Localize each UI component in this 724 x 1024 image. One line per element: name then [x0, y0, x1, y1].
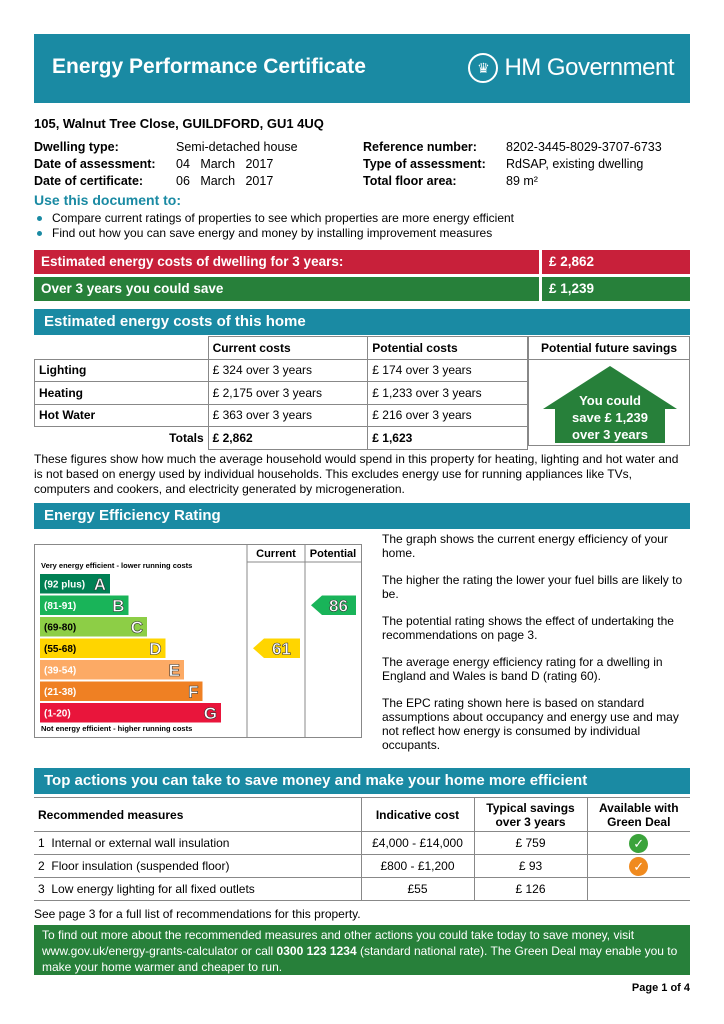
meta-right [363, 139, 662, 190]
table-row: Hot Water £ 363 over 3 years £ 216 over 3 years [35, 404, 528, 427]
meta-key: Total floor area: [363, 174, 457, 188]
band-range: (81-91) [44, 601, 77, 612]
bullet-icon [37, 231, 42, 236]
table-row: 1 Internal or external wall insulation £4,000 - £14,000 £ 759 ✓ [34, 832, 690, 855]
list-item: Compare current ratings of properties to see which properties are more energy efficient [34, 211, 514, 226]
band-letter: B [112, 596, 125, 616]
meta-key: Type of assessment: [363, 157, 486, 171]
meta-value: Semi-detached house [176, 140, 298, 154]
column-header: Current costs [208, 337, 368, 360]
paragraph: The potential rating shows the effect of undertaking the recommendations on page 3. [382, 614, 674, 642]
meta-value: 8202-3445-8029-3707-6733 [506, 140, 662, 154]
bottom-note: Not energy efficient - higher running costs [41, 724, 193, 733]
meta-key: Date of assessment: [34, 157, 156, 171]
arrow-text: You could [579, 393, 641, 408]
paragraph: The graph shows the current energy efficiency of your home. [382, 532, 668, 560]
estimated-cost-label: Estimated energy costs of dwelling for 3 years: [34, 250, 542, 274]
potential-savings-box [528, 336, 690, 446]
column-header: Potential costs [368, 337, 528, 360]
phone-number: 0300 123 1234 [276, 944, 357, 958]
energy-rating-chart [34, 544, 362, 738]
band-letter: F [188, 682, 199, 702]
actions-table [34, 797, 690, 901]
column-header: Available with Green Deal [587, 798, 690, 832]
column-header: Potential future savings [529, 337, 689, 360]
actions-heading: Top actions you can take to save money and make your home more efficient [34, 768, 690, 794]
current-rating-arrow-value: 61 [272, 639, 291, 659]
arrow-text: save £ 1,239 [572, 410, 648, 425]
green-deal-green-tick-icon: ✓ [629, 834, 648, 853]
bullet-icon [37, 216, 42, 221]
band-letter: D [149, 639, 162, 659]
page-number: Page 1 of 4 [631, 982, 690, 994]
current-column-header: Current [256, 548, 296, 560]
column-header: Recommended measures [34, 798, 361, 832]
use-document-list [34, 211, 514, 241]
potential-column-header: Potential [309, 548, 357, 560]
list-item: Find out how you can save energy and money by installing improvement measures [34, 226, 514, 241]
meta-left [34, 139, 298, 190]
table-row: 2 Floor insulation (suspended floor) £800 - £1,200 £ 93 ✓ [34, 855, 690, 878]
table-row: 3 Low energy lighting for all fixed outlets £55 £ 126 [34, 878, 690, 901]
arrow-text: over 3 years [572, 427, 648, 442]
estimated-cost-bar [34, 250, 690, 274]
savings-bar [34, 277, 690, 301]
potential-rating-arrow-value: 86 [329, 596, 348, 616]
costs-heading: Estimated energy costs of this home [34, 309, 690, 335]
savings-label: Over 3 years you could save [34, 277, 542, 301]
costs-table [34, 336, 528, 450]
column-header: Typical savings over 3 years [474, 798, 587, 832]
see-page-note: See page 3 for a full list of recommendations for this property. [34, 907, 361, 921]
meta-key: Date of certificate: [34, 174, 144, 188]
meta-value: 89 m² [506, 174, 538, 188]
band-range: (55-68) [44, 644, 77, 655]
green-deal-orange-tick-icon: ✓ [629, 857, 648, 876]
efficiency-explanation [382, 532, 690, 765]
column-header: Indicative cost [361, 798, 474, 832]
hm-government-logo [468, 53, 674, 83]
band-range: (39-54) [44, 665, 77, 677]
paragraph: The higher the rating the lower your fuel bills are likely to be. [382, 573, 683, 601]
certificate-title: Energy Performance Certificate [52, 55, 366, 78]
savings-arrow-icon [529, 361, 691, 447]
rating-graph [35, 545, 361, 737]
meta-key: Dwelling type: [34, 140, 119, 154]
meta-value: 04 March 2017 [176, 157, 274, 171]
green-deal-info-box: To find out more about the recommended measures and other actions you could take today to save money, visit www.gov.uk/energy-grants-calculator or call 0300 123 1234 (standard national rate). The Green Deal may enable you to make your home warmer and cheaper to run. [34, 925, 690, 975]
paragraph: The EPC rating shown here is based on standard assumptions about occupancy and energy use and may not reflect how energy is consumed by individual occupants. [382, 696, 679, 752]
property-address: 105, Walnut Tree Close, GUILDFORD, GU1 4UQ [34, 116, 324, 131]
efficiency-heading: Energy Efficiency Rating [34, 503, 690, 529]
band-range: (92 plus) [44, 579, 86, 591]
band-range: (69-80) [44, 622, 77, 634]
paragraph: The average energy efficiency rating for a dwelling in England and Wales is band D (rating 60). [382, 655, 663, 683]
meta-key: Reference number: [363, 140, 477, 154]
table-row: Lighting £ 324 over 3 years £ 174 over 3 years [35, 359, 528, 382]
estimated-cost-value: £ 2,862 [549, 254, 595, 269]
band-letter: A [93, 575, 106, 594]
totals-row: Totals £ 2,862 £ 1,623 [35, 427, 528, 450]
table-row: Heating £ 2,175 over 3 years £ 1,233 over 3 years [35, 382, 528, 405]
royal-crest-icon: ♛ [468, 53, 498, 83]
band-range: (21-38) [44, 687, 77, 698]
hm-government-text: HM Government [504, 54, 674, 81]
certificate-header [34, 34, 690, 103]
band-letter: C [130, 618, 143, 637]
costs-note: These figures show how much the average household would spend in this property for heating, lighting and hot water and is not based on energy used by individual households. This excludes energy use for running appliances like TVs, computers and cookers, and electricity generated by microgeneration. [34, 452, 679, 496]
band-range: (1-20) [44, 708, 71, 720]
savings-value: £ 1,239 [549, 281, 595, 296]
band-letter: E [168, 661, 180, 680]
use-document-heading: Use this document to: [34, 192, 182, 208]
top-note: Very energy efficient - lower running costs [41, 561, 193, 570]
band-letter: G [203, 704, 217, 723]
meta-value: RdSAP, existing dwelling [506, 157, 644, 171]
meta-value: 06 March 2017 [176, 174, 274, 188]
